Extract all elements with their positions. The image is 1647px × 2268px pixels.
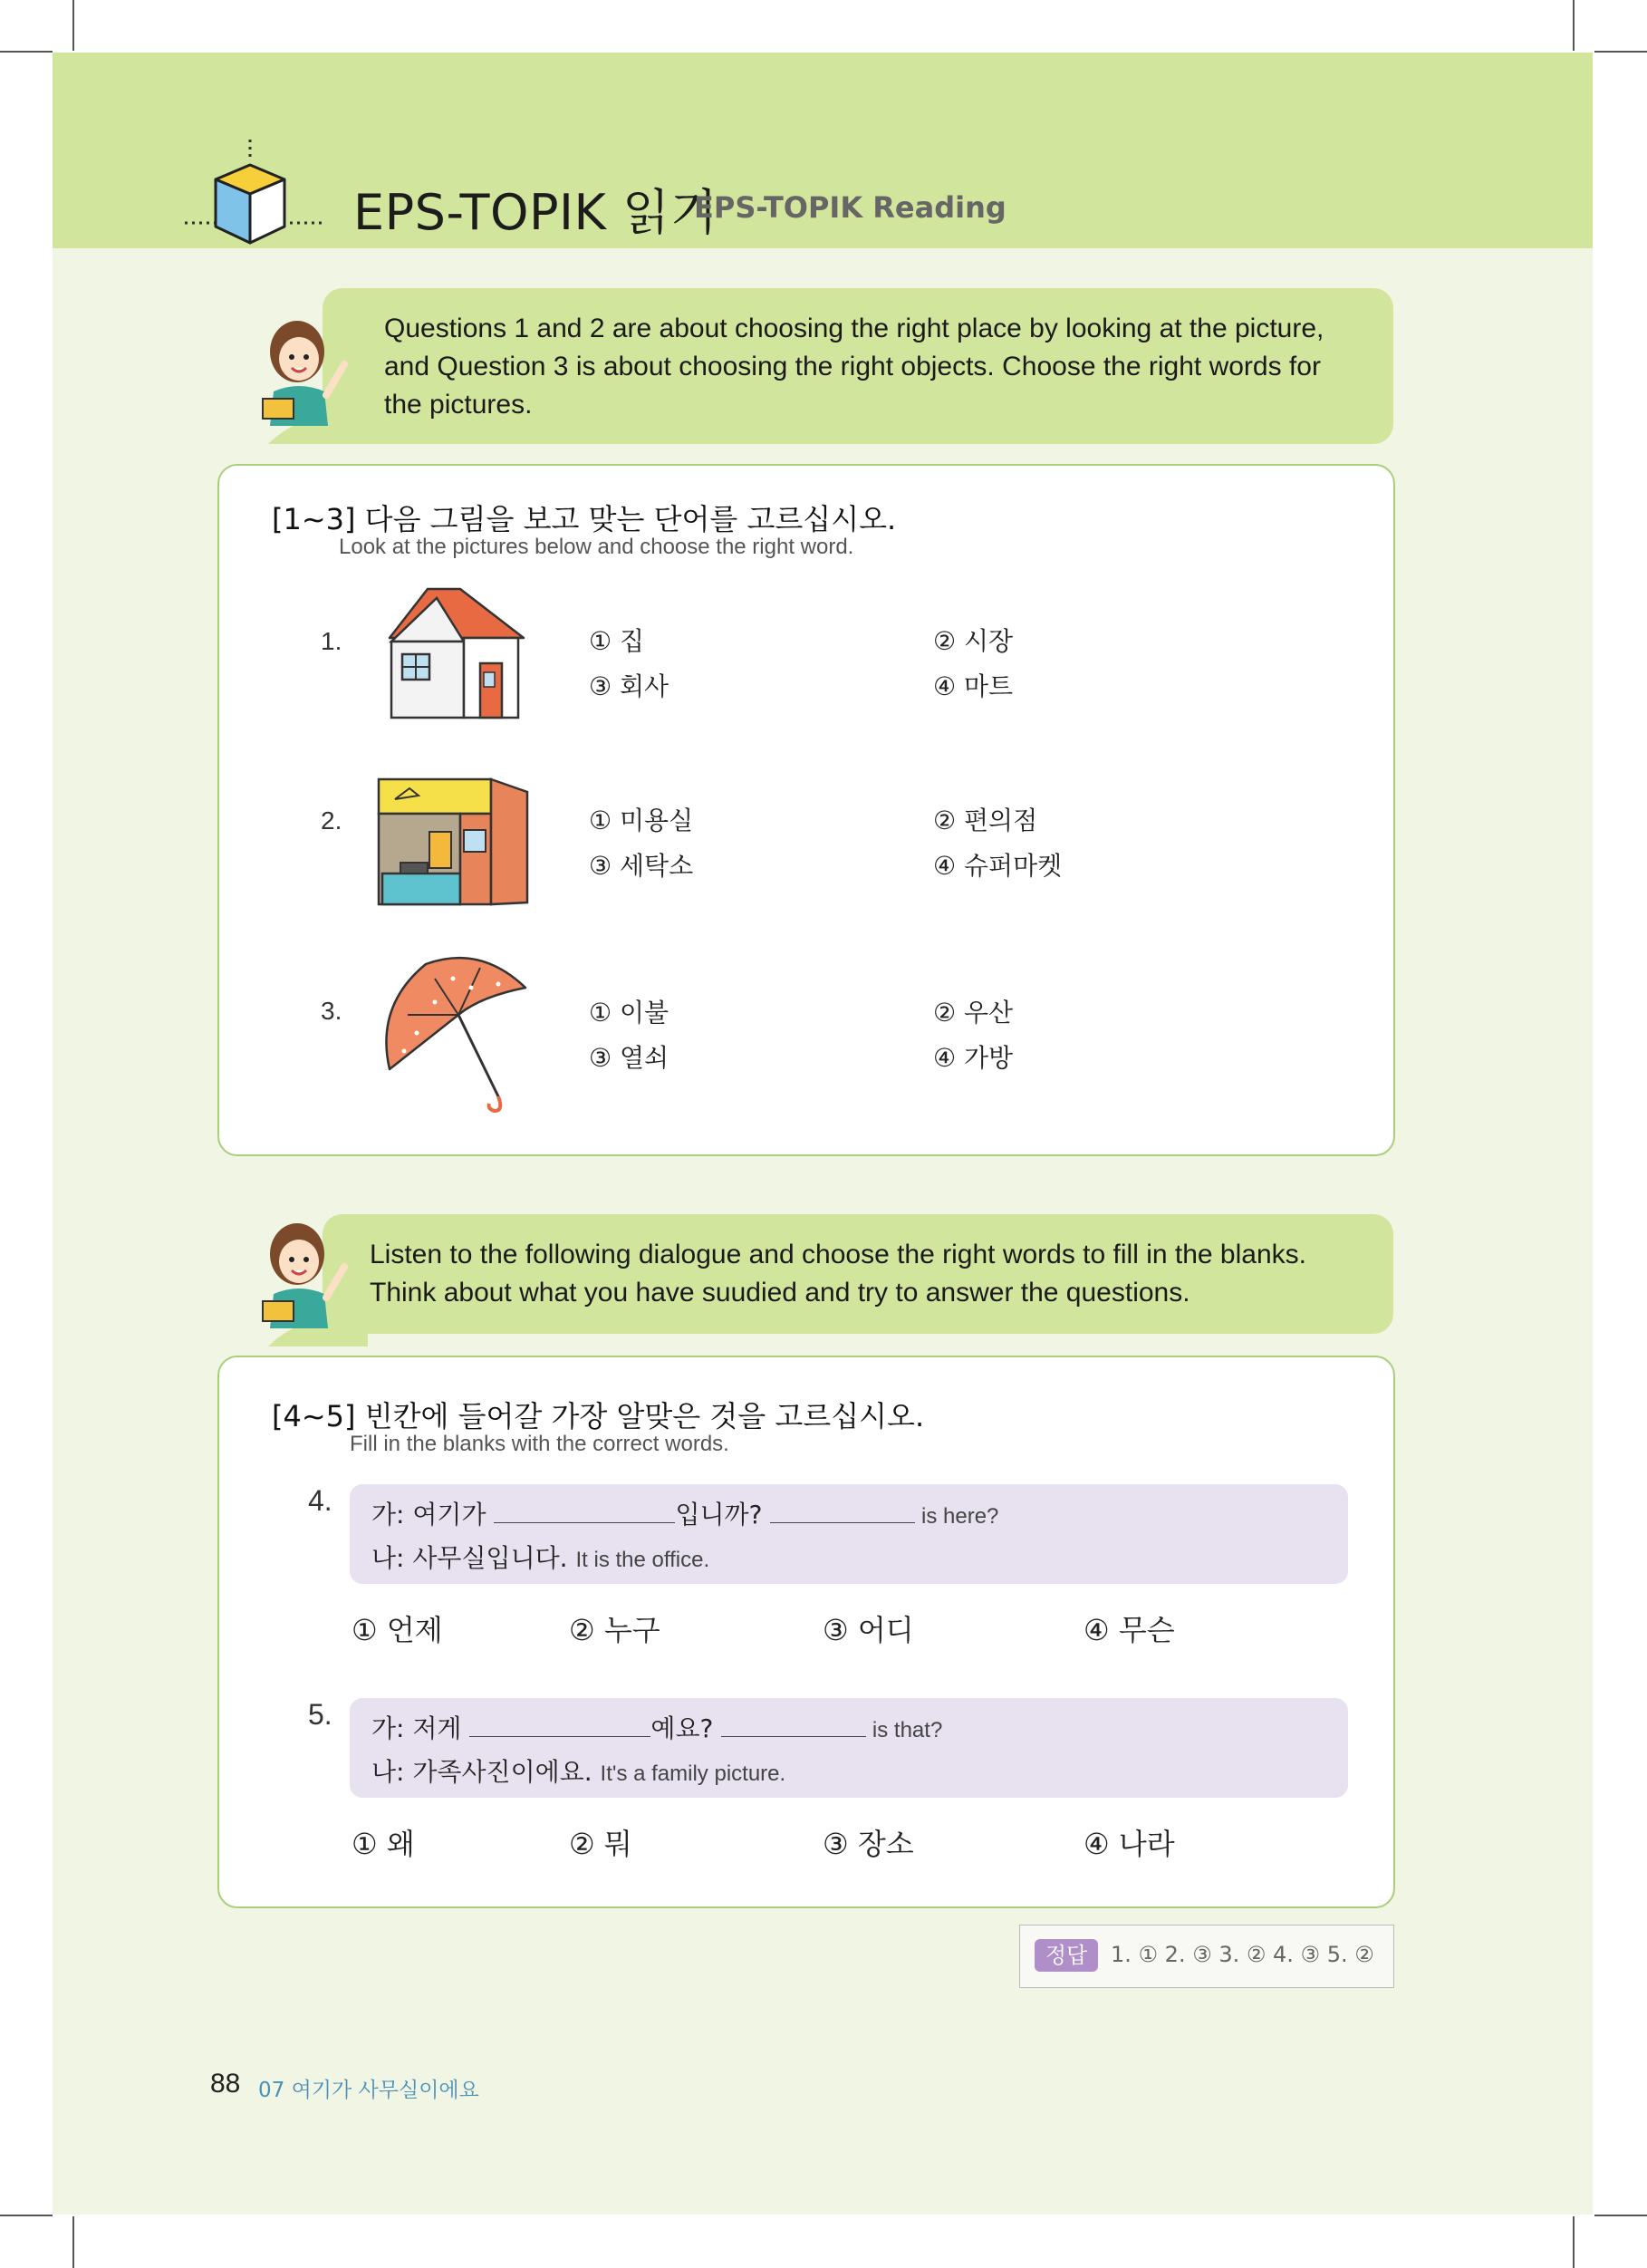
answer-option[interactable]: ③ 세탁소 xyxy=(589,851,694,881)
question-number: 2. xyxy=(321,806,342,835)
question-number: 3. xyxy=(321,997,342,1025)
blank-line xyxy=(494,1502,675,1523)
chapter-title: 07 여기가 사무실이에요 xyxy=(258,2079,479,2102)
answer-option[interactable]: ① 미용실 xyxy=(589,806,694,835)
dialogue-text: 예요? xyxy=(650,1713,722,1743)
intro-line: Listen to the following dialogue and choose the right words to fill in the blanks. xyxy=(370,1240,1306,1269)
teacher-icon xyxy=(250,1211,368,1346)
blank-line xyxy=(469,1716,650,1737)
dialogue-line xyxy=(371,1495,998,1531)
crop-mark xyxy=(1594,2215,1647,2216)
question-number: 4. xyxy=(308,1484,332,1517)
page-subtitle: EPS-TOPIK Reading xyxy=(694,190,1006,225)
answer-option[interactable]: ④ 마트 xyxy=(933,671,1014,701)
dialogue-line xyxy=(371,1709,942,1745)
dialogue-line xyxy=(371,1539,709,1575)
section-instruction: [1~3] 다음 그림을 보고 맞는 단어를 고르십시오. xyxy=(272,502,897,536)
dialogue-translation: is that? xyxy=(866,1718,943,1742)
question-number: 5. xyxy=(308,1698,332,1731)
answer-key xyxy=(1019,1925,1394,1988)
answer-option[interactable]: ③ 장소 xyxy=(823,1827,914,1861)
crop-mark xyxy=(72,2216,74,2268)
dialogue-translation: is here? xyxy=(915,1504,999,1529)
answer-option[interactable]: ③ 회사 xyxy=(589,671,669,701)
intro-text xyxy=(370,1236,1306,1312)
answer-option[interactable]: ① 언제 xyxy=(352,1613,443,1647)
teacher-icon xyxy=(250,308,368,444)
crop-mark xyxy=(1573,2216,1575,2268)
intro-line: the pictures. xyxy=(384,390,533,420)
intro-line: Think about what you have suudied and try to answer the questions. xyxy=(370,1278,1190,1308)
answer-option[interactable]: ② 뭐 xyxy=(569,1827,632,1861)
dialogue-text: 나: 사무실입니다. xyxy=(371,1543,576,1573)
shop-picture xyxy=(373,776,533,910)
crop-mark xyxy=(72,0,74,51)
intro-line: and Question 3 is about choosing the right objects. Choose the right words for xyxy=(384,352,1321,381)
section-instruction-english: Fill in the blanks with the correct words. xyxy=(350,1432,729,1456)
dialogue-text: 입니까? xyxy=(675,1500,771,1530)
answer-option[interactable]: ① 왜 xyxy=(352,1827,415,1861)
answer-option[interactable]: ④ 무슨 xyxy=(1084,1613,1175,1647)
intro-line: Questions 1 and 2 are about choosing the right place by looking at the picture, xyxy=(384,314,1324,343)
crop-mark xyxy=(1594,51,1647,53)
dialogue-translation: It is the office. xyxy=(575,1548,710,1572)
question-number: 1. xyxy=(321,627,342,655)
blank-line xyxy=(770,1502,915,1523)
answer-option[interactable]: ② 우산 xyxy=(933,998,1014,1028)
dialogue-translation: It's a family picture. xyxy=(600,1761,786,1786)
house-picture xyxy=(379,585,531,721)
answer-option[interactable]: ③ 어디 xyxy=(823,1613,914,1647)
page-number: 88 xyxy=(210,2069,241,2099)
answer-key-label: 정답 xyxy=(1035,1939,1098,1972)
intro-text xyxy=(384,310,1324,424)
answer-key-text: 1. ① 2. ③ 3. ② 4. ③ 5. ② xyxy=(1111,1942,1374,1967)
answer-option[interactable]: ④ 슈퍼마켓 xyxy=(933,851,1063,881)
crop-mark xyxy=(0,2215,53,2216)
dialogue-text: 가: 여기가 xyxy=(371,1500,495,1530)
answer-option[interactable]: ④ 가방 xyxy=(933,1043,1014,1073)
dialogue-text: 나: 가족사진이에요. xyxy=(371,1757,601,1787)
cube-icon xyxy=(181,136,326,249)
blank-line xyxy=(721,1716,866,1737)
answer-option[interactable]: ① 이불 xyxy=(589,998,669,1028)
answer-option[interactable]: ② 편의점 xyxy=(933,806,1038,835)
section-instruction: [4~5] 빈칸에 들어갈 가장 알맞은 것을 고르십시오. xyxy=(272,1399,925,1433)
dialogue-line xyxy=(371,1752,785,1789)
answer-option[interactable]: ② 시장 xyxy=(933,626,1014,656)
answer-option[interactable]: ② 누구 xyxy=(569,1613,660,1647)
crop-mark xyxy=(1573,0,1575,51)
section-instruction-english: Look at the pictures below and choose the right word. xyxy=(339,535,854,559)
answer-option[interactable]: ③ 열쇠 xyxy=(589,1043,669,1073)
crop-mark xyxy=(0,51,53,53)
page-title: EPS-TOPIK 읽기 xyxy=(353,184,718,241)
answer-option[interactable]: ④ 나라 xyxy=(1084,1827,1175,1861)
answer-option[interactable]: ① 집 xyxy=(589,626,645,656)
dialogue-text: 가: 저게 xyxy=(371,1713,470,1743)
umbrella-picture xyxy=(371,951,533,1115)
